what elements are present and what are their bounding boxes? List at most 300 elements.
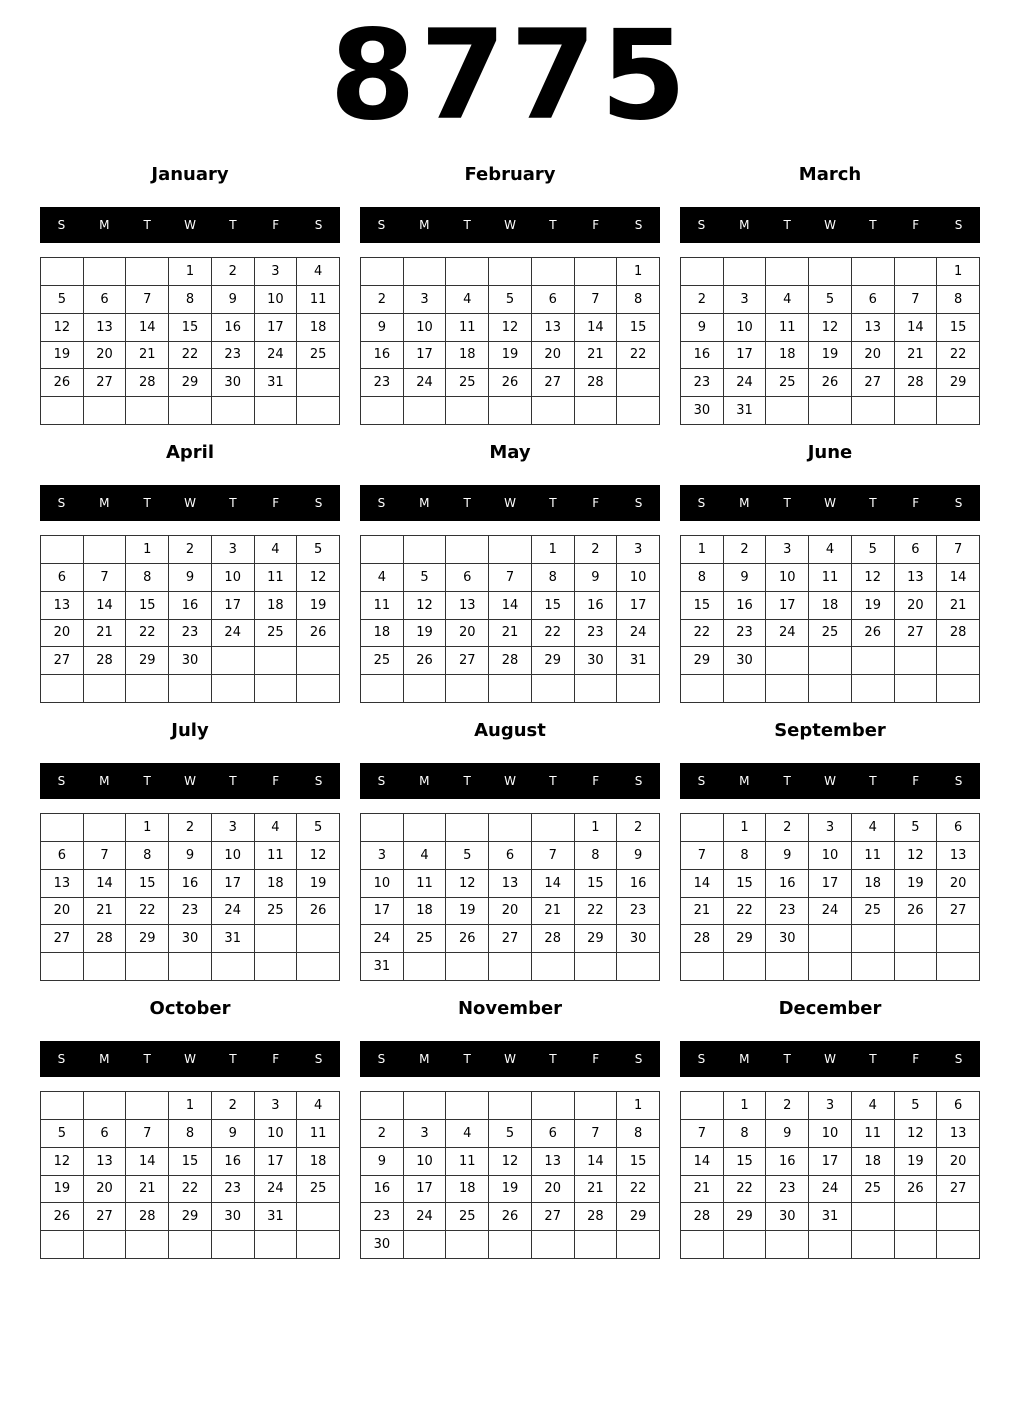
weekday-label: S xyxy=(634,1052,643,1066)
day-cell: 1 xyxy=(126,814,169,842)
day-cell: 23 xyxy=(766,1176,809,1204)
day-cell: 14 xyxy=(84,870,127,898)
day-cell: 17 xyxy=(361,898,404,926)
empty-cell xyxy=(532,675,575,703)
day-cell: 20 xyxy=(937,1148,980,1176)
day-cell: 7 xyxy=(489,564,532,592)
empty-cell xyxy=(361,814,404,842)
empty-cell xyxy=(937,397,980,425)
weekday-label: M xyxy=(739,218,750,232)
month-name: April xyxy=(165,442,215,463)
day-cell: 1 xyxy=(575,814,618,842)
month-name: December xyxy=(778,998,882,1019)
day-cell: 11 xyxy=(404,870,447,898)
weekday-label: S xyxy=(314,218,323,232)
empty-cell xyxy=(41,397,84,425)
day-cell: 15 xyxy=(617,1148,660,1176)
day-cell: 2 xyxy=(766,814,809,842)
day-cell: 10 xyxy=(809,842,852,870)
day-cell: 20 xyxy=(489,898,532,926)
day-cell: 8 xyxy=(169,286,212,314)
day-cell: 27 xyxy=(937,898,980,926)
day-cell: 8 xyxy=(126,842,169,870)
empty-cell xyxy=(404,953,447,981)
day-cell: 25 xyxy=(361,647,404,675)
empty-cell xyxy=(41,953,84,981)
day-cell: 21 xyxy=(895,342,938,370)
weekday-label: F xyxy=(592,774,600,788)
day-cell: 14 xyxy=(126,314,169,342)
day-cell: 8 xyxy=(169,1120,212,1148)
day-cell: 21 xyxy=(84,620,127,648)
weekday-header xyxy=(40,763,340,799)
day-cell: 6 xyxy=(84,1120,127,1148)
day-cell: 28 xyxy=(126,369,169,397)
empty-cell xyxy=(297,925,340,953)
empty-cell xyxy=(532,397,575,425)
weekday-label: F xyxy=(592,496,600,510)
weekday-label: F xyxy=(272,218,280,232)
day-cell: 1 xyxy=(532,536,575,564)
empty-cell xyxy=(41,675,84,703)
weekday-label: M xyxy=(739,774,750,788)
weekday-label: T xyxy=(143,218,151,232)
weekday-label: S xyxy=(57,774,66,788)
empty-cell xyxy=(84,536,127,564)
day-cell: 26 xyxy=(895,1176,938,1204)
day-cell: 22 xyxy=(724,898,767,926)
day-cell: 23 xyxy=(766,898,809,926)
day-cell: 14 xyxy=(532,870,575,898)
day-cell: 16 xyxy=(766,870,809,898)
day-cell: 11 xyxy=(766,314,809,342)
day-cell: 23 xyxy=(681,369,724,397)
day-cell: 27 xyxy=(84,1203,127,1231)
day-cell: 24 xyxy=(809,898,852,926)
empty-cell xyxy=(404,258,447,286)
day-cell: 28 xyxy=(895,369,938,397)
empty-cell xyxy=(724,675,767,703)
empty-cell xyxy=(297,1203,340,1231)
day-cell: 7 xyxy=(937,536,980,564)
empty-cell xyxy=(361,397,404,425)
empty-cell xyxy=(297,397,340,425)
day-cell: 5 xyxy=(446,842,489,870)
empty-cell xyxy=(255,647,298,675)
day-cell: 30 xyxy=(766,1203,809,1231)
day-cell: 7 xyxy=(681,842,724,870)
month-name: November xyxy=(457,998,563,1019)
day-cell: 26 xyxy=(41,1203,84,1231)
empty-cell xyxy=(489,536,532,564)
day-cell: 13 xyxy=(489,870,532,898)
weekday-label: S xyxy=(314,1052,323,1066)
empty-cell xyxy=(852,953,895,981)
weekday-label: T xyxy=(463,218,471,232)
day-cell: 17 xyxy=(809,870,852,898)
day-cell: 26 xyxy=(489,369,532,397)
day-cell: 22 xyxy=(532,620,575,648)
day-cell: 28 xyxy=(126,1203,169,1231)
day-cell: 20 xyxy=(84,342,127,370)
day-cell: 10 xyxy=(212,564,255,592)
day-cell: 26 xyxy=(895,898,938,926)
empty-cell xyxy=(575,258,618,286)
day-cell: 13 xyxy=(41,592,84,620)
day-cell: 8 xyxy=(532,564,575,592)
day-cell: 9 xyxy=(212,286,255,314)
weekday-label: T xyxy=(229,218,237,232)
weekday-label: W xyxy=(504,496,516,510)
empty-cell xyxy=(575,953,618,981)
day-cell: 27 xyxy=(489,925,532,953)
day-cell: 19 xyxy=(895,870,938,898)
day-cell: 2 xyxy=(169,814,212,842)
day-cell: 28 xyxy=(84,925,127,953)
day-cell: 5 xyxy=(41,286,84,314)
day-cell: 2 xyxy=(681,286,724,314)
empty-cell xyxy=(617,675,660,703)
day-cell: 27 xyxy=(84,369,127,397)
day-cell: 30 xyxy=(766,925,809,953)
day-cell: 16 xyxy=(212,1148,255,1176)
empty-cell xyxy=(895,675,938,703)
day-cell: 2 xyxy=(212,258,255,286)
day-cell: 7 xyxy=(84,842,127,870)
day-cell: 27 xyxy=(895,620,938,648)
day-cell: 18 xyxy=(297,314,340,342)
day-cell: 29 xyxy=(617,1203,660,1231)
weekday-label: T xyxy=(869,774,877,788)
empty-cell xyxy=(212,647,255,675)
empty-cell xyxy=(297,369,340,397)
day-cell: 26 xyxy=(41,369,84,397)
day-cell: 24 xyxy=(212,620,255,648)
day-cell: 18 xyxy=(255,592,298,620)
weekday-label: M xyxy=(99,496,110,510)
empty-cell xyxy=(532,814,575,842)
day-cell: 25 xyxy=(297,1176,340,1204)
empty-cell xyxy=(404,536,447,564)
day-cell: 2 xyxy=(575,536,618,564)
empty-cell xyxy=(809,675,852,703)
weekday-label: M xyxy=(99,1052,110,1066)
month-name: July xyxy=(171,720,209,741)
day-cell: 4 xyxy=(297,258,340,286)
day-cell: 18 xyxy=(852,870,895,898)
weekday-label: T xyxy=(143,496,151,510)
day-cell: 9 xyxy=(169,564,212,592)
day-cell: 14 xyxy=(126,1148,169,1176)
weekday-label: W xyxy=(824,218,836,232)
day-cell: 12 xyxy=(895,842,938,870)
empty-cell xyxy=(532,1092,575,1120)
weekday-label: F xyxy=(272,496,280,510)
day-cell: 20 xyxy=(84,1176,127,1204)
day-cell: 20 xyxy=(852,342,895,370)
empty-cell xyxy=(84,1231,127,1259)
day-cell: 21 xyxy=(575,1176,618,1204)
weekday-label: S xyxy=(377,774,386,788)
day-cell: 25 xyxy=(404,925,447,953)
empty-cell xyxy=(532,953,575,981)
month-name: May xyxy=(489,442,531,463)
day-cell: 6 xyxy=(84,286,127,314)
weekday-label: T xyxy=(463,496,471,510)
day-cell: 9 xyxy=(169,842,212,870)
empty-cell xyxy=(895,925,938,953)
empty-cell xyxy=(724,1231,767,1259)
empty-cell xyxy=(169,1231,212,1259)
day-cell: 16 xyxy=(212,314,255,342)
month-name: September xyxy=(774,720,886,741)
day-grid xyxy=(680,1091,980,1259)
day-cell: 4 xyxy=(404,842,447,870)
day-cell: 19 xyxy=(489,1176,532,1204)
weekday-label: M xyxy=(99,218,110,232)
empty-cell xyxy=(84,814,127,842)
empty-cell xyxy=(895,1203,938,1231)
empty-cell xyxy=(361,258,404,286)
day-cell: 2 xyxy=(361,1120,404,1148)
day-cell: 12 xyxy=(404,592,447,620)
day-cell: 25 xyxy=(766,369,809,397)
day-grid xyxy=(360,1091,660,1259)
day-cell: 11 xyxy=(809,564,852,592)
weekday-label: T xyxy=(549,496,557,510)
day-cell: 28 xyxy=(681,925,724,953)
day-cell: 18 xyxy=(446,1176,489,1204)
empty-cell xyxy=(404,1092,447,1120)
day-cell: 5 xyxy=(297,814,340,842)
weekday-label: S xyxy=(634,218,643,232)
empty-cell xyxy=(297,1231,340,1259)
empty-cell xyxy=(617,953,660,981)
empty-cell xyxy=(937,647,980,675)
empty-cell xyxy=(895,1231,938,1259)
day-cell: 26 xyxy=(489,1203,532,1231)
day-cell: 19 xyxy=(446,898,489,926)
day-cell: 3 xyxy=(255,258,298,286)
day-cell: 3 xyxy=(766,536,809,564)
day-cell: 19 xyxy=(852,592,895,620)
empty-cell xyxy=(126,1231,169,1259)
day-cell: 19 xyxy=(489,342,532,370)
day-cell: 5 xyxy=(852,536,895,564)
day-grid xyxy=(360,257,660,425)
empty-cell xyxy=(297,647,340,675)
day-cell: 24 xyxy=(361,925,404,953)
day-cell: 18 xyxy=(361,620,404,648)
day-cell: 2 xyxy=(212,1092,255,1120)
day-cell: 6 xyxy=(937,1092,980,1120)
day-cell: 23 xyxy=(617,898,660,926)
day-cell: 29 xyxy=(575,925,618,953)
day-cell: 30 xyxy=(724,647,767,675)
day-cell: 12 xyxy=(297,842,340,870)
weekday-label: S xyxy=(377,1052,386,1066)
day-cell: 9 xyxy=(361,1148,404,1176)
day-cell: 5 xyxy=(809,286,852,314)
empty-cell xyxy=(766,647,809,675)
day-cell: 21 xyxy=(532,898,575,926)
day-cell: 11 xyxy=(297,1120,340,1148)
day-cell: 29 xyxy=(937,369,980,397)
day-cell: 5 xyxy=(41,1120,84,1148)
day-cell: 7 xyxy=(126,286,169,314)
day-cell: 27 xyxy=(41,647,84,675)
day-cell: 14 xyxy=(489,592,532,620)
day-cell: 12 xyxy=(852,564,895,592)
day-cell: 10 xyxy=(361,870,404,898)
weekday-label: S xyxy=(377,218,386,232)
day-cell: 29 xyxy=(532,647,575,675)
day-cell: 20 xyxy=(532,342,575,370)
day-cell: 3 xyxy=(724,286,767,314)
day-cell: 3 xyxy=(212,814,255,842)
empty-cell xyxy=(937,675,980,703)
weekday-label: F xyxy=(592,1052,600,1066)
day-cell: 30 xyxy=(575,647,618,675)
day-cell: 6 xyxy=(532,286,575,314)
empty-cell xyxy=(809,953,852,981)
weekday-label: S xyxy=(697,218,706,232)
day-cell: 29 xyxy=(169,1203,212,1231)
day-cell: 29 xyxy=(126,925,169,953)
day-cell: 26 xyxy=(809,369,852,397)
day-grid xyxy=(680,257,980,425)
day-cell: 14 xyxy=(575,1148,618,1176)
empty-cell xyxy=(41,536,84,564)
empty-cell xyxy=(852,397,895,425)
day-cell: 15 xyxy=(126,870,169,898)
day-cell: 8 xyxy=(724,1120,767,1148)
weekday-label: T xyxy=(143,1052,151,1066)
day-cell: 7 xyxy=(84,564,127,592)
weekday-label: T xyxy=(229,1052,237,1066)
day-cell: 14 xyxy=(681,1148,724,1176)
day-cell: 10 xyxy=(724,314,767,342)
weekday-label: T xyxy=(463,774,471,788)
empty-cell xyxy=(489,1231,532,1259)
day-cell: 6 xyxy=(852,286,895,314)
weekday-label: T xyxy=(229,774,237,788)
day-cell: 24 xyxy=(404,1203,447,1231)
empty-cell xyxy=(404,397,447,425)
day-cell: 13 xyxy=(84,1148,127,1176)
day-cell: 13 xyxy=(41,870,84,898)
day-cell: 20 xyxy=(41,898,84,926)
weekday-label: T xyxy=(549,218,557,232)
empty-cell xyxy=(126,953,169,981)
weekday-label: T xyxy=(229,496,237,510)
empty-cell xyxy=(575,1092,618,1120)
empty-cell xyxy=(126,258,169,286)
day-cell: 1 xyxy=(617,1092,660,1120)
day-cell: 1 xyxy=(937,258,980,286)
day-cell: 1 xyxy=(724,814,767,842)
weekday-label: T xyxy=(783,774,791,788)
weekday-label: T xyxy=(549,1052,557,1066)
day-cell: 18 xyxy=(446,342,489,370)
day-cell: 12 xyxy=(297,564,340,592)
empty-cell xyxy=(255,953,298,981)
empty-cell xyxy=(809,647,852,675)
day-cell: 15 xyxy=(532,592,575,620)
day-cell: 20 xyxy=(895,592,938,620)
day-cell: 19 xyxy=(297,592,340,620)
empty-cell xyxy=(575,675,618,703)
day-cell: 26 xyxy=(297,620,340,648)
day-cell: 30 xyxy=(169,647,212,675)
day-cell: 8 xyxy=(617,286,660,314)
day-cell: 11 xyxy=(852,1120,895,1148)
weekday-label: W xyxy=(824,496,836,510)
day-cell: 11 xyxy=(255,564,298,592)
day-cell: 13 xyxy=(84,314,127,342)
day-cell: 4 xyxy=(446,1120,489,1148)
empty-cell xyxy=(766,953,809,981)
empty-cell xyxy=(937,1231,980,1259)
empty-cell xyxy=(852,1203,895,1231)
day-cell: 22 xyxy=(126,898,169,926)
day-cell: 21 xyxy=(937,592,980,620)
weekday-header xyxy=(360,485,660,521)
empty-cell xyxy=(169,675,212,703)
day-cell: 26 xyxy=(446,925,489,953)
day-cell: 11 xyxy=(446,314,489,342)
weekday-label: T xyxy=(549,774,557,788)
day-cell: 28 xyxy=(489,647,532,675)
day-cell: 4 xyxy=(852,1092,895,1120)
weekday-header xyxy=(680,485,980,521)
day-cell: 19 xyxy=(809,342,852,370)
day-cell: 16 xyxy=(681,342,724,370)
empty-cell xyxy=(446,953,489,981)
day-cell: 29 xyxy=(681,647,724,675)
day-cell: 10 xyxy=(404,314,447,342)
weekday-label: M xyxy=(739,496,750,510)
day-cell: 17 xyxy=(404,342,447,370)
empty-cell xyxy=(809,397,852,425)
empty-cell xyxy=(766,675,809,703)
day-cell: 2 xyxy=(169,536,212,564)
weekday-header xyxy=(360,763,660,799)
day-cell: 24 xyxy=(255,342,298,370)
empty-cell xyxy=(41,258,84,286)
day-cell: 5 xyxy=(489,1120,532,1148)
day-cell: 21 xyxy=(681,898,724,926)
day-cell: 10 xyxy=(809,1120,852,1148)
weekday-label: S xyxy=(57,1052,66,1066)
weekday-label: T xyxy=(869,1052,877,1066)
day-cell: 31 xyxy=(809,1203,852,1231)
weekday-label: T xyxy=(463,1052,471,1066)
day-cell: 22 xyxy=(724,1176,767,1204)
day-cell: 23 xyxy=(361,369,404,397)
empty-cell xyxy=(212,675,255,703)
day-cell: 28 xyxy=(681,1203,724,1231)
day-cell: 4 xyxy=(809,536,852,564)
day-cell: 23 xyxy=(212,1176,255,1204)
day-cell: 15 xyxy=(724,870,767,898)
weekday-label: S xyxy=(697,774,706,788)
empty-cell xyxy=(809,1231,852,1259)
day-cell: 8 xyxy=(937,286,980,314)
weekday-label: M xyxy=(419,496,430,510)
empty-cell xyxy=(575,1231,618,1259)
day-cell: 4 xyxy=(852,814,895,842)
